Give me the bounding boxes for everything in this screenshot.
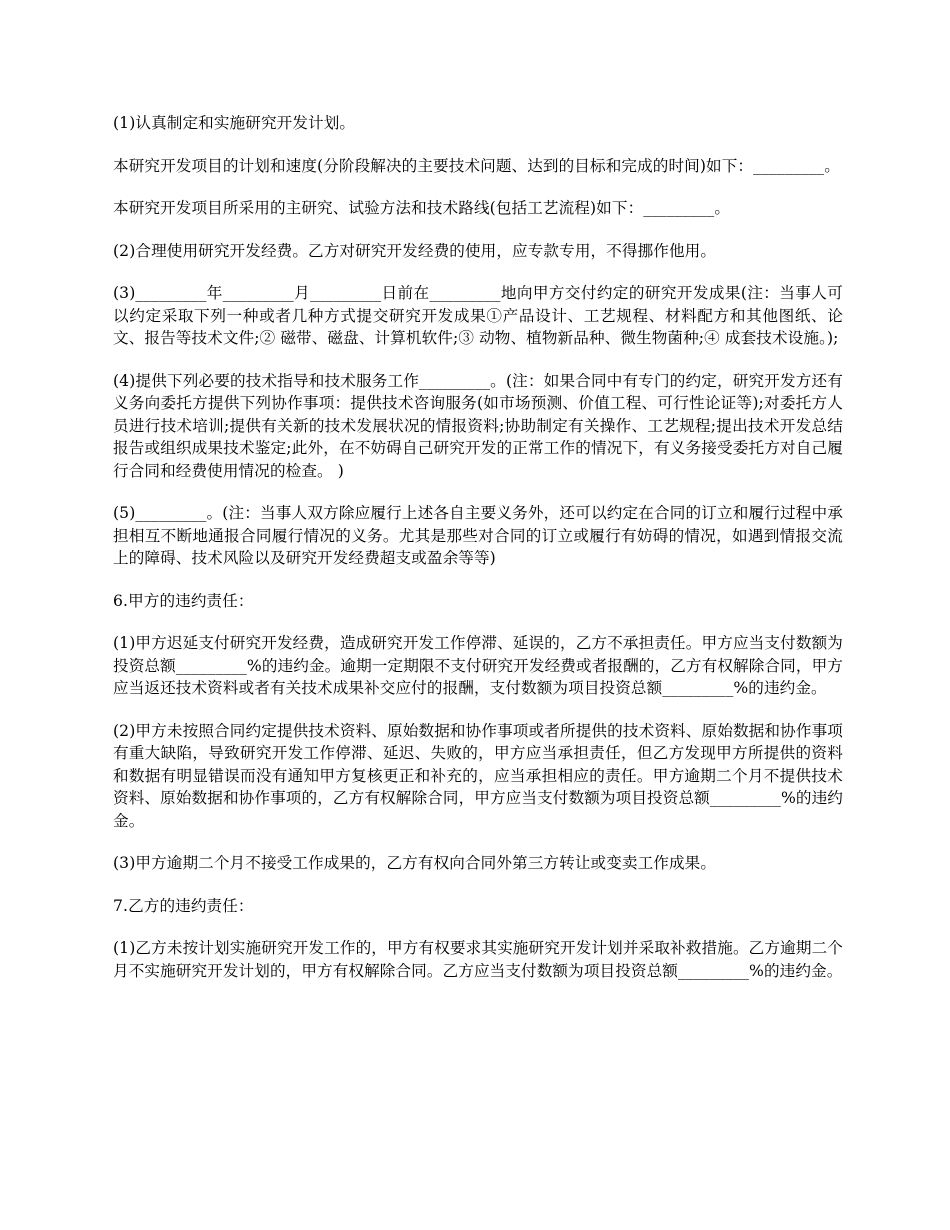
section-6-clause-1: (1)甲方迟延支付研究开发经费，造成研究开发工作停滞、延误的，乙方不承担责任。甲方应当支付数额为投资总额_________%的违约金。逾期一定期限不支付研究开发经费或者报酬的，乙方有权解除合同，甲方应当返还技术资料或者有关技术成果补交应付的报酬，支付数额为项目投资总额_________%的违约金。 bbox=[113, 634, 843, 697]
clause-5-other: (5)_________。(注：当事人双方除应履行上述各自主要义务外，还可以约定在合同的订立和履行过程中承担相互不断地通报合同履行情况的义务。尤其是那些对合同的订立或履行有妨碍的情况，如遇到情报交流上的障碍、技术风险以及研究开发经费超支或盈余等等) bbox=[113, 504, 843, 567]
clause-4-guidance: (4)提供下列必要的技术指导和技术服务工作_________。(注：如果合同中有专门的约定，研究开发方还有义务向委托方提供下列协作事项：提供技术咨询服务(如市场预测、价值工程、可行性论证等);对委托方人员进行技术培训;提供有关新的技术发展状况的情报资料;协助制定有关操作、工艺规程;提出技术开发总结报告或组织成果技术鉴定;此外，在不妨碍自己研究开发的正常工作的情况下，有义务接受委托方对自己履行合同和经费使用情况的检查。 ) bbox=[113, 371, 843, 480]
plan-schedule-paragraph: 本研究开发项目的计划和速度(分阶段解决的主要技术问题、达到的目标和完成的时间)如下：_________。 bbox=[113, 156, 840, 175]
section-7-clause-1: (1)乙方未按计划实施研究开发工作的，甲方有权要求其实施研究开发计划并采取补救措施。乙方逾期二个月不实施研究开发计划的，甲方有权解除合同。乙方应当支付数额为项目投资总额_________%的违约金。 bbox=[113, 939, 843, 980]
section-6-clause-2: (2)甲方未按照合同约定提供技术资料、原始数据和协作事项或者所提供的技术资料、原始数据和协作事项有重大缺陷，导致研究开发工作停滞、延迟、失败的，甲方应当承担责任，但乙方发现甲方所提供的资料和数据有明显错误而没有通知甲方复核更正和补充的，应当承担相应的责任。甲方逾期二个月不提供技术资料、原始数据和协作事项的，乙方有权解除合同，甲方应当支付数额为项目投资总额_________%的违约金。 bbox=[113, 721, 843, 830]
clause-2-funds: (2)合理使用研究开发经费。乙方对研究开发经费的使用，应专款专用，不得挪作他用。 bbox=[113, 241, 717, 260]
section-6-heading: 6.甲方的违约责任： bbox=[113, 591, 254, 610]
section-7-heading: 7.乙方的违约责任： bbox=[113, 896, 254, 915]
clause-1-plan: (1)认真制定和实施研究开发计划。 bbox=[113, 114, 356, 132]
methods-paragraph: 本研究开发项目所采用的主研究、试验方法和技术路线(包括工艺流程)如下：_________。 bbox=[113, 199, 731, 217]
document-page bbox=[113, 112, 843, 1002]
section-6-clause-3: (3)甲方逾期二个月不接受工作成果的，乙方有权向合同外第三方转让或变卖工作成果。 bbox=[113, 854, 717, 872]
clause-3-delivery: (3)_________年_________月_________日前在_________地向甲方交付约定的研究开发成果(注：当事人可以约定采取下列一种或者几种方式提交研究开发成果①产品设计、工艺规程、材料配方和其他图纸、论文、报告等技术文件;② 磁带、磁盘、计算机软件;③ 动物、植物新品种、微生物菌种;④ 成套技术设施。); bbox=[113, 284, 843, 347]
